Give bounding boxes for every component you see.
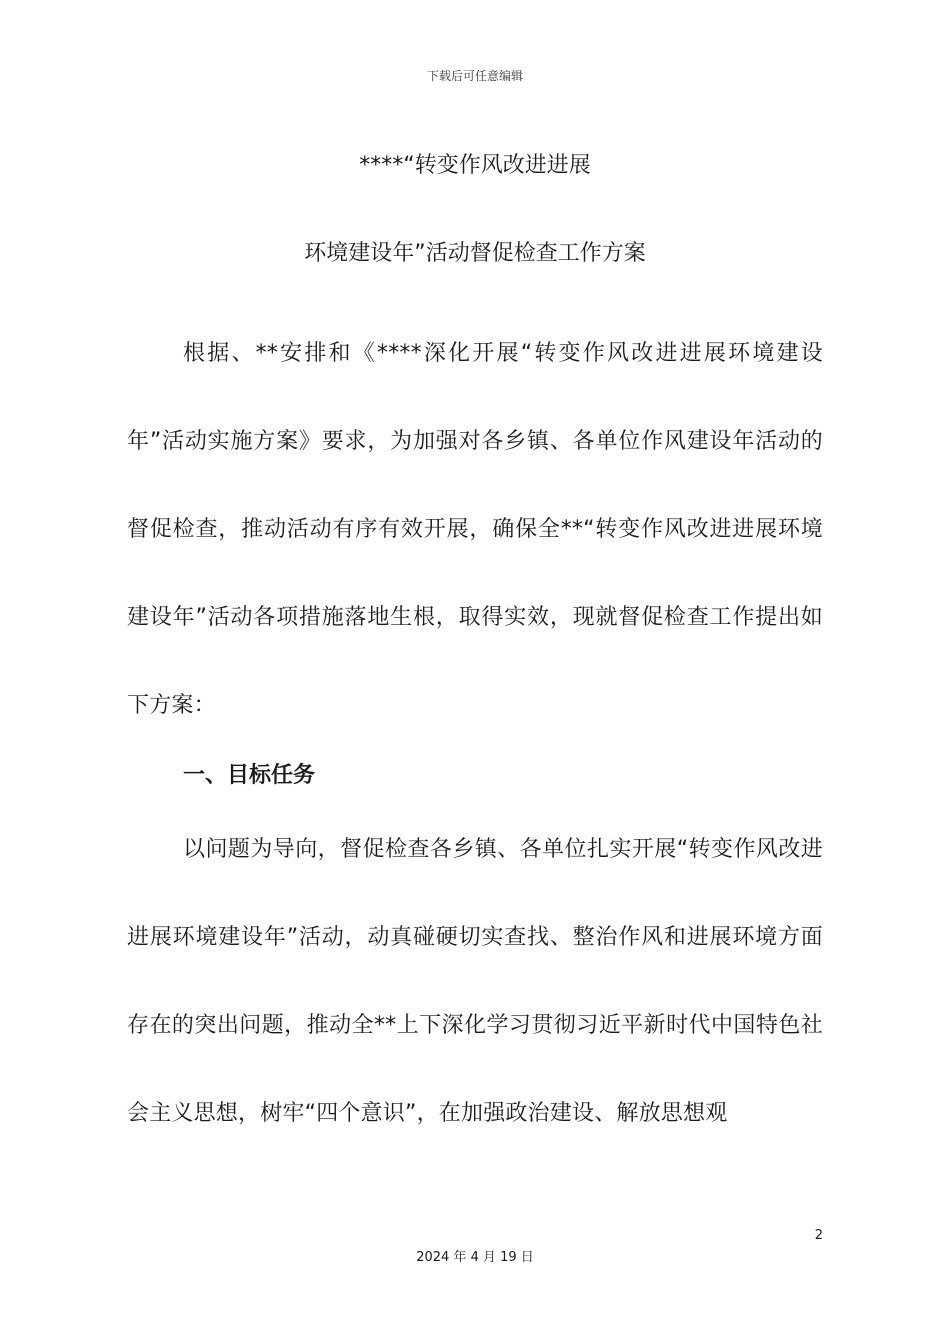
intro-paragraph: 根据、**安排和《****深化开展“转变作风改进进展环境建设年”活动实施方案》要求，为加强对各乡镇、各单位作风建设年活动的督促检查，推动活动有序有效开展，确保全**“转变作风改进进展环境建设年”活动各项措施落地生根，取得实效，现就督促检查工作提出如下方案： [127,341,823,718]
page-header: 下载后可任意编辑 [426,69,523,83]
page-footer-date: 2024 年 4 月 19 日 [416,1250,534,1265]
document-title-line-1: ****“转变作风改进进展 [359,153,591,178]
section-heading-1: 一、目标任务 [183,763,316,788]
page-number: 2 [814,1228,823,1243]
section-1-paragraph: 以问题为导向，督促检查各乡镇、各单位扎实开展“转变作风改进进展环境建设年”活动，动真碰硬切实查找、整治作风和进展环境方面存在的突出问题，推动全**上下深化学习贯彻习近平新时代中国特色社会主义思想，树牢“四个意识”，在加强政治建设、解放思想观 [127,837,823,1126]
document-title-line-2: 环境建设年”活动督促检查工作方案 [304,241,646,266]
